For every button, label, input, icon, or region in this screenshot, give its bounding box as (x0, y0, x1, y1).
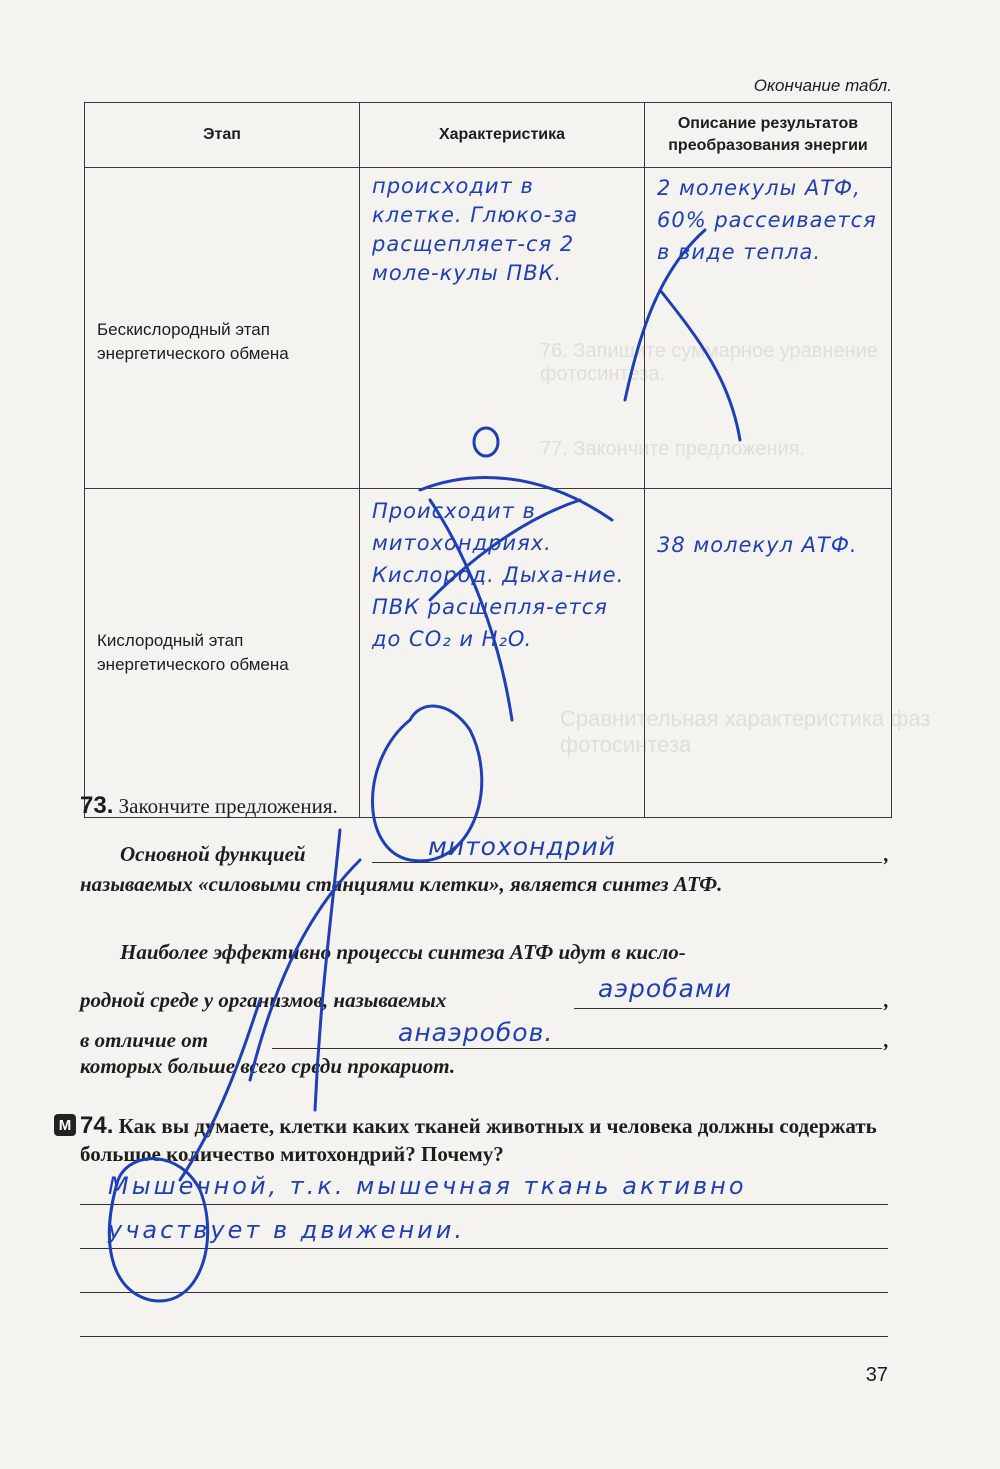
characteristic-cell[interactable] (360, 168, 645, 489)
sentence-text: называемых «силовыми станциями клетки», является синтез АТФ. (80, 872, 723, 896)
stage-cell: Кислородный этап энергетического обмена (85, 489, 360, 818)
bleed-through-text: Сравнительная характеристика фаз фотосинтеза (560, 706, 931, 757)
sentence-text: , (884, 842, 890, 866)
handwritten-answer: происходит в клетке. Глюко-за расщепляет-ся 2 моле-кулы ПВК. (372, 174, 579, 285)
handwritten-answer: митохондрий (428, 832, 617, 861)
characteristic-cell[interactable] (360, 489, 645, 818)
answer-line[interactable] (372, 862, 882, 863)
bleed-through-text: 77. Закончите предложения. (540, 438, 806, 460)
stage-cell: Бескислородный этап энергетического обмена (85, 168, 360, 489)
handwritten-answer: 2 молекулы АТФ, 60% рассеивается в виде тепла. (657, 176, 877, 264)
answer-line[interactable] (80, 1292, 888, 1293)
table-header-row (85, 103, 892, 168)
sentence-text: родной среде у организмов, называемых (80, 988, 447, 1012)
mark-m-icon: М (54, 1114, 76, 1136)
sentence-text: Основной функцией (120, 842, 306, 866)
sentence-text: в отличие от (80, 1028, 209, 1052)
answer-line[interactable] (80, 1204, 888, 1205)
page-number: 37 (865, 1364, 888, 1386)
table-row (85, 489, 892, 818)
sentence-text: , (884, 988, 890, 1012)
table-caption: Окончание табл. (753, 76, 892, 95)
answer-line[interactable] (574, 1008, 882, 1009)
task-74-heading (80, 1112, 888, 1168)
sentence-text: которых больше всего среди прокариот. (80, 1054, 456, 1078)
sentence-text: , (884, 1028, 890, 1052)
header-stage: Этап (85, 103, 360, 168)
handwritten-answer: анаэробов. (398, 1018, 554, 1047)
header-characteristic: Характеристика (360, 103, 645, 168)
energy-result-cell[interactable] (645, 168, 892, 489)
handwritten-answer: аэробами (598, 974, 733, 1003)
task-number: 73. (80, 792, 114, 819)
handwritten-answer: Мышечной, т.к. мышечная ткань активно (108, 1172, 747, 1200)
energy-result-cell[interactable] (645, 489, 892, 818)
task-number: 74. (80, 1112, 114, 1139)
handwritten-answer: участвует в движении. (108, 1216, 465, 1244)
answer-line[interactable] (80, 1248, 888, 1249)
header-energy-result: Описание результатов преобразования энергии (645, 103, 892, 168)
handwritten-answer: 38 молекул АТФ. (657, 533, 858, 557)
handwritten-answer: Происходит в митохондриях. Кислород. Дыха-ние. ПВК расщепля-ется до CO₂ и H₂O. (372, 499, 625, 651)
table-row (85, 168, 892, 489)
sentence-text: Наиболее эффективно процессы синтеза АТФ идут в кисло- (120, 940, 686, 964)
bleed-through-text: 76. Запишите суммарное уравнение фотосинтеза. (540, 340, 878, 385)
answer-line[interactable] (272, 1048, 882, 1049)
answer-line[interactable] (80, 1336, 888, 1337)
task-73-heading (80, 792, 338, 820)
task-title: Закончите предложения. (118, 794, 338, 818)
energy-stages-table (84, 102, 892, 818)
task-question: Как вы думаете, клетки каких тканей животных и человека должны содержать большое количество митохондрий? Почему? (80, 1114, 877, 1166)
